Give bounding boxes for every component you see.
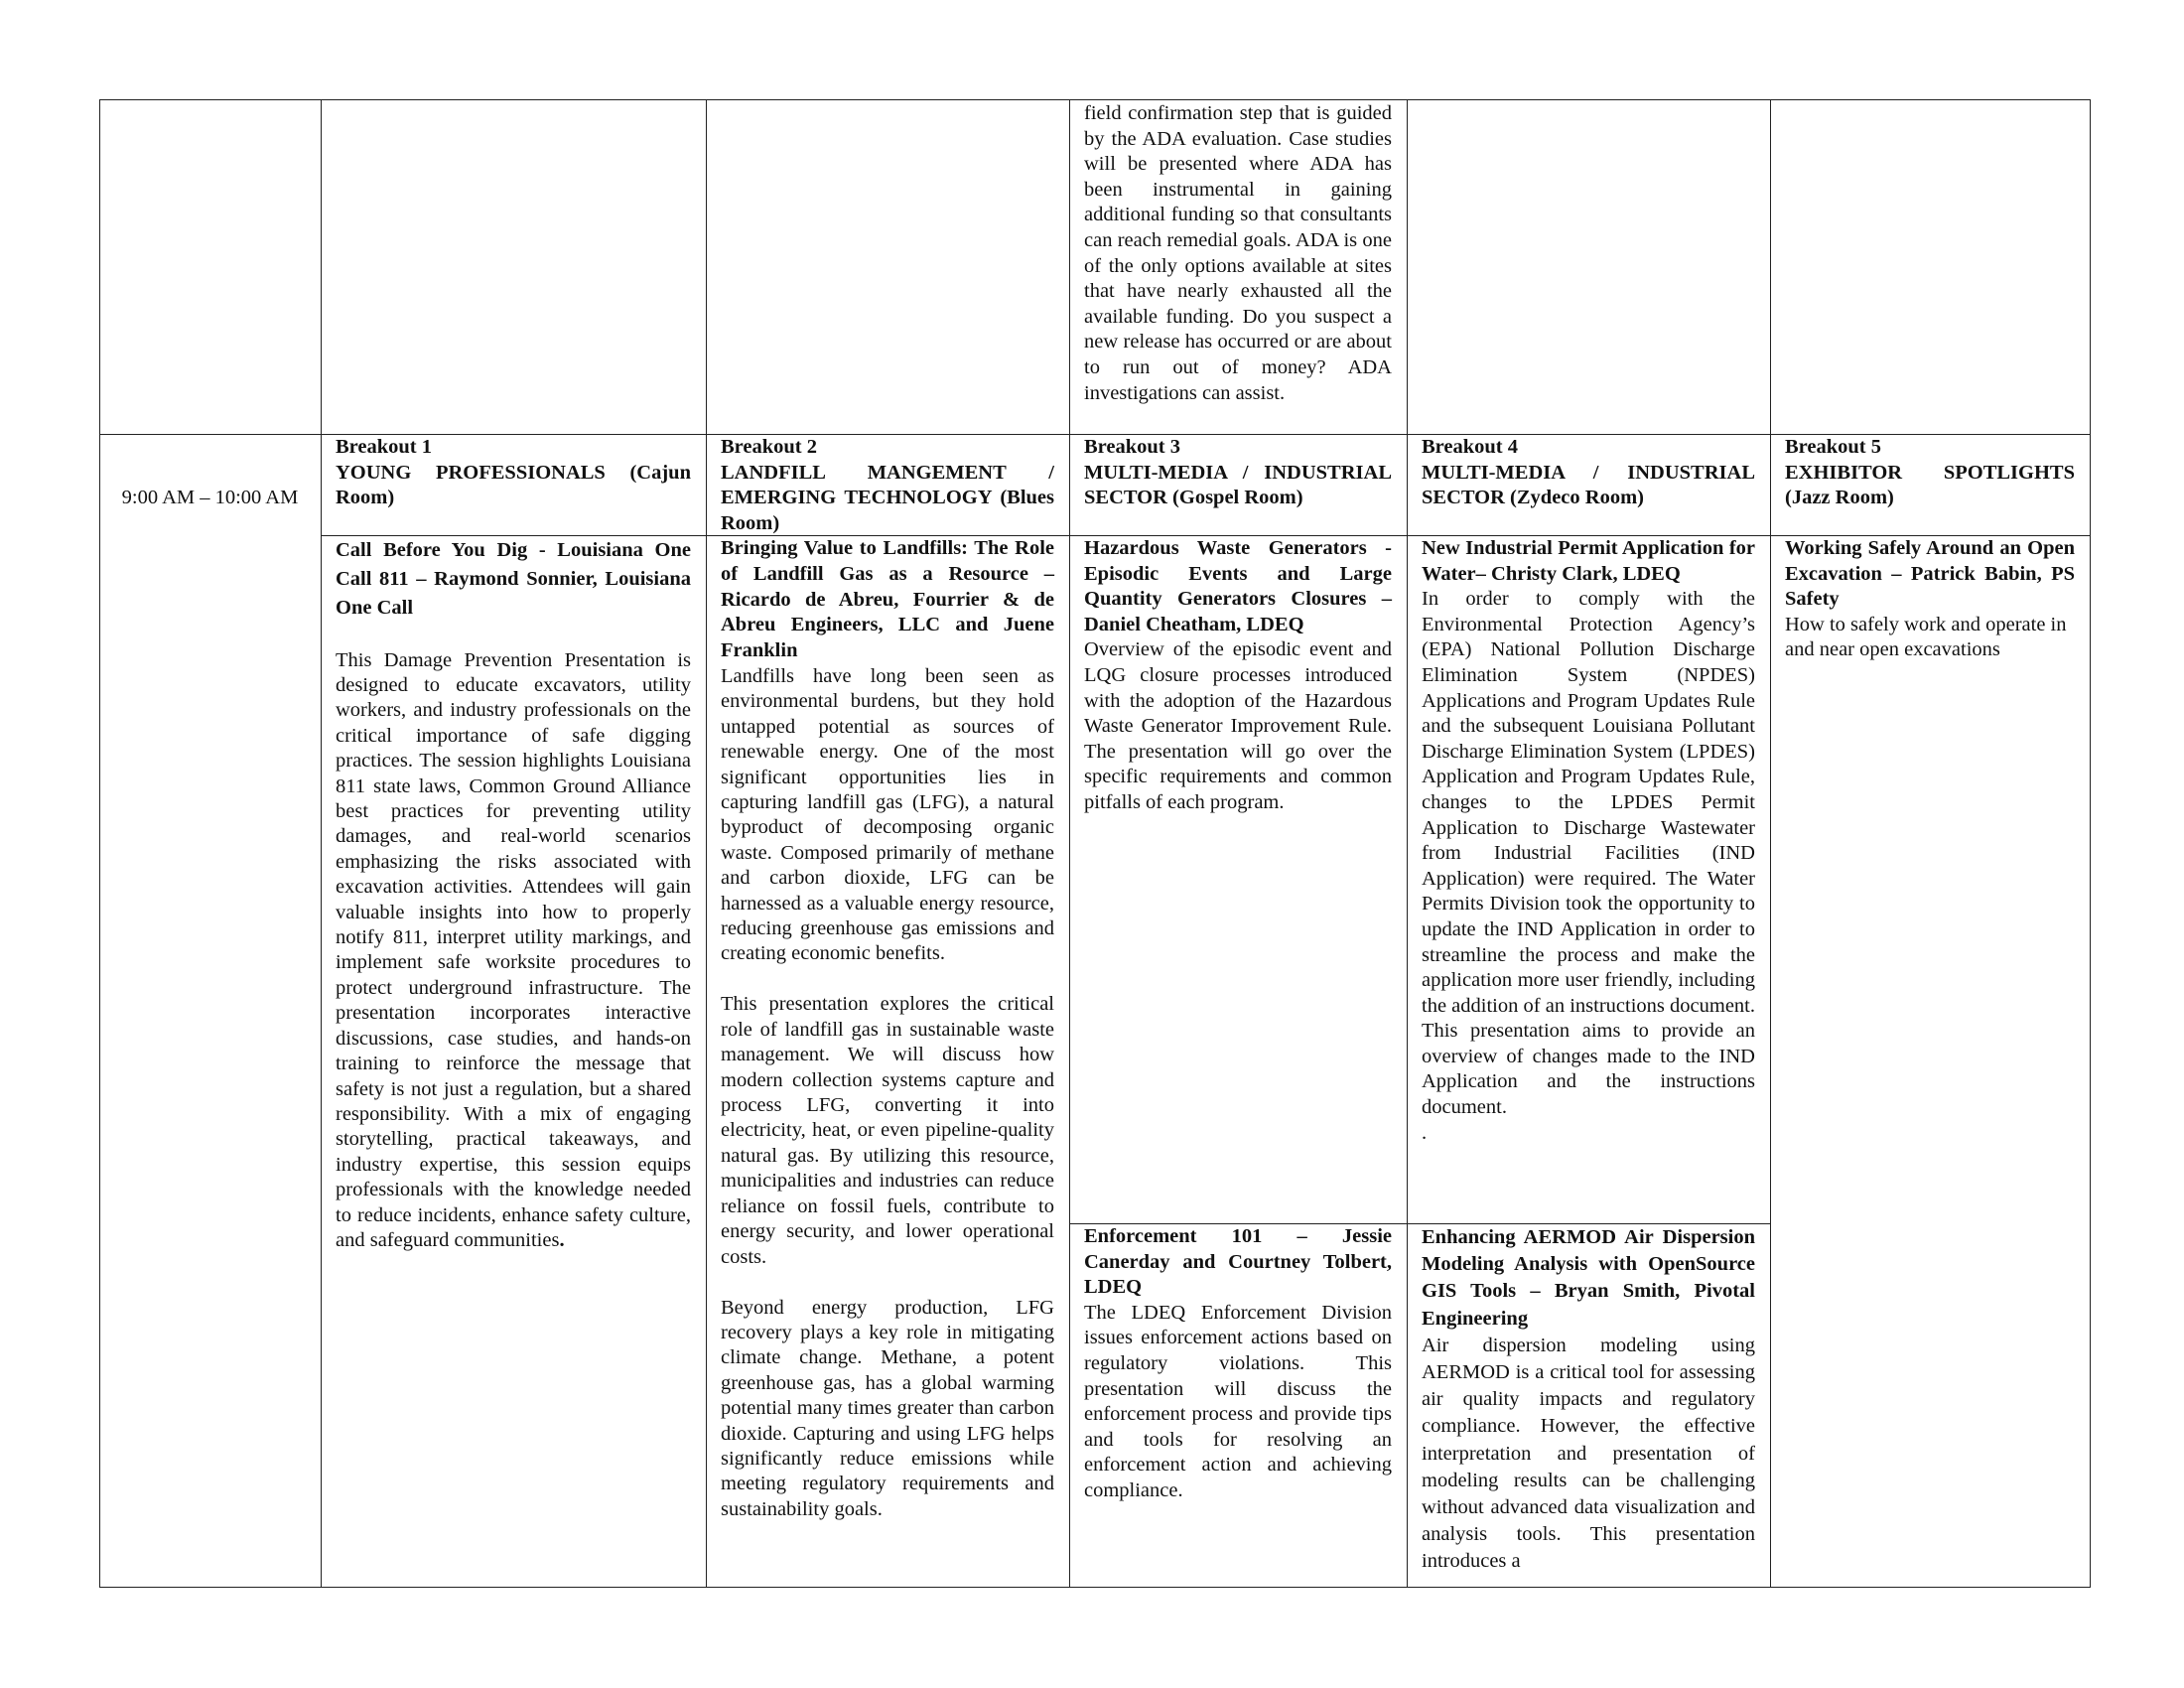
session-breakout5 <box>1785 536 2075 663</box>
table-right-border <box>2090 99 2091 1588</box>
session-title: Enhancing AERMOD Air Dispersion Modeling Analysis with OpenSource GIS Tools – Bryan Smith, Pivotal Engineering <box>1422 1226 1755 1330</box>
session-description-text: This Damage Prevention Presentation is designed to educate excavators, utility workers, and industry professionals on the critical importance of safe digging practices. The session highlights Louisiana 811 state laws, Common Ground Alliance best practices for preventing utility damages, and real-world scenarios emphasizing the risks associated with excavation activities. Attendees will gain valuable insights into how to properly notify 811, interpret utility markings, and implement safe worksite procedures to protect underground infrastructure. The presentation incorporates interactive discussions, case studies, and hands-on training to reinforce the message that safety is not just a regulation, but a shared responsibility. With a mix of engaging storytelling, practical takeaways, and industry expertise, this session equips professionals with the knowledge needed to reduce incidents, enhance safety culture, and safeguard communities <box>336 648 691 1251</box>
breakout-header-4 <box>1422 435 1755 511</box>
table-left-border <box>99 99 100 1588</box>
spacer <box>721 967 1054 993</box>
column-divider <box>321 99 322 1588</box>
session-paragraph: Beyond energy production, LFG recovery plays a key role in mitigating climate change. Methane, a potent greenhouse gas, has a global warming potential many times greater than carbon dioxide. Capturing and using LFG helps significantly reduce emissions while meeting regulatory requirements and sustainability goals. <box>721 1296 1054 1520</box>
breakout-label: Breakout 3 <box>1084 436 1181 458</box>
spacer <box>721 1270 1054 1296</box>
breakout-label: Breakout 2 <box>721 436 818 458</box>
breakout-label: Breakout 5 <box>1785 436 1882 458</box>
spacer <box>336 623 691 648</box>
session-breakout3-a <box>1084 536 1392 816</box>
session-trailing-mark: . <box>1422 1121 1428 1144</box>
session-breakout4-a <box>1422 536 1755 1146</box>
breakout-title: MULTI-MEDIA / INDUSTRIAL SECTOR (Zydeco Room) <box>1422 461 1755 509</box>
breakout-title: LANDFILL MANGEMENT / EMERGING TECHNOLOGY (Blues Room) <box>721 461 1054 534</box>
session-description: The LDEQ Enforcement Division issues enforcement actions based on regulatory violations. This presentation will discuss the enforcement process and provide tips and tools for resolving an enforcement action and achieving compliance. <box>1084 1301 1392 1501</box>
session-breakout2 <box>721 536 1054 1522</box>
continued-paragraph: field confirmation step that is guided by the ADA evaluation. Case studies will be presented where ADA has been instrumental in gaining additional funding so that consultants can reach remedial goals. ADA is one of the only options available at sites that have nearly exhausted all the available funding. Do you suspect a new release has occurred or are about to run out of money? ADA investigations can assist. <box>1084 102 1392 404</box>
session-description <box>336 648 691 1254</box>
session-description: Overview of the episodic event and LQG closure processes introduced with the adoption of the Hazardous Waste Generator Improvement Rule. The presentation will go over the specific requirements and common pitfalls of each program. <box>1084 638 1392 813</box>
session-paragraph: This presentation explores the critical role of landfill gas in sustainable waste management. We will discuss how modern collection systems capture and process LFG, converting it into electricity, heat, or even pipeline-quality natural gas. By utilizing this resource, municipalities and industries can reduce reliance on fossil fuels, contribute to energy security, and lower operational costs. <box>721 993 1054 1268</box>
session-breakout4-b <box>1422 1224 1755 1576</box>
session-title: New Industrial Permit Application for Water– Christy Clark, LDEQ <box>1422 537 1755 585</box>
column-divider <box>1069 99 1070 1588</box>
session-title: Working Safely Around an Open Excavation – Patrick Babin, PS Safety <box>1785 537 2075 611</box>
breakout-header-5 <box>1785 435 2075 511</box>
breakout-label: Breakout 1 <box>336 436 433 458</box>
time-slot <box>99 486 321 511</box>
column-divider <box>1770 99 1771 1588</box>
session-description: How to safely work and operate in and near open excavations <box>1785 613 2067 661</box>
breakout-title: MULTI-MEDIA / INDUSTRIAL SECTOR (Gospel Room) <box>1084 461 1392 509</box>
session-description: Air dispersion modeling using AERMOD is a critical tool for assessing air quality impacts and regulatory compliance. However, the effective interpretation and presentation of modeling results can be challenging without advanced data visualization and analysis tools. This presentation introduces a <box>1422 1334 1755 1573</box>
breakout-title: EXHIBITOR SPOTLIGHTS (Jazz Room) <box>1785 461 2075 509</box>
session-title: Bringing Value to Landfills: The Role of Landfill Gas as a Resource – Ricardo de Abreu, Fourrier & de Abreu Engineers, LLC and Juene Franklin <box>721 537 1054 662</box>
column-divider <box>1407 99 1408 1588</box>
breakout3-continued-text <box>1084 101 1392 406</box>
session-description: In order to comply with the Environmental Protection Agency’s (EPA) National Pollution Discharge Elimination System (NPDES) Applications and Program Updates Rule and the subsequent Louisiana Pollutant Discharge Elimination System (LPDES) Application and Program Updates Rule, changes to the LPDES Permit Application to Discharge Wastewater from Industrial Facilities (IND Application) were required. The Water Permits Division took the opportunity to update the IND Application in order to streamline the process and make the application more user friendly, including the addition of an instructions document. This presentation aims to provide an overview of changes made to the IND Application and the instructions document. <box>1422 588 1755 1119</box>
session-title: Enforcement 101 – Jessie Canerday and Courtney Tolbert, LDEQ <box>1084 1225 1392 1299</box>
time-slot-label: 9:00 AM – 10:00 AM <box>121 487 299 508</box>
breakout-title: YOUNG PROFESSIONALS (Cajun Room) <box>336 461 691 509</box>
session-breakout1 <box>336 536 691 1253</box>
breakout-header-2 <box>721 435 1054 536</box>
session-title: Hazardous Waste Generators - Episodic Events and Large Quantity Generators Closures – Daniel Cheatham, LDEQ <box>1084 537 1392 635</box>
session-breakout3-b <box>1084 1224 1392 1504</box>
column-divider <box>706 99 707 1588</box>
breakout-header-1 <box>336 435 691 511</box>
table-bottom-border <box>99 1587 2091 1588</box>
session-description-end: . <box>559 1228 565 1251</box>
breakout-label: Breakout 4 <box>1422 436 1519 458</box>
breakout-header-3 <box>1084 435 1392 511</box>
session-title: Call Before You Dig - Louisiana One Call 811 – Raymond Sonnier, Louisiana One Call <box>336 539 691 619</box>
session-paragraph: Landfills have long been seen as environmental burdens, but they hold untapped potential as sources of renewable energy. One of the most significant opportunities lies in capturing landfill gas (LFG), a natural byproduct of decomposing organic waste. Composed primarily of methane and carbon dioxide, LFG can be harnessed as a valuable energy resource, reducing greenhouse gas emissions and creating economic benefits. <box>721 664 1054 965</box>
